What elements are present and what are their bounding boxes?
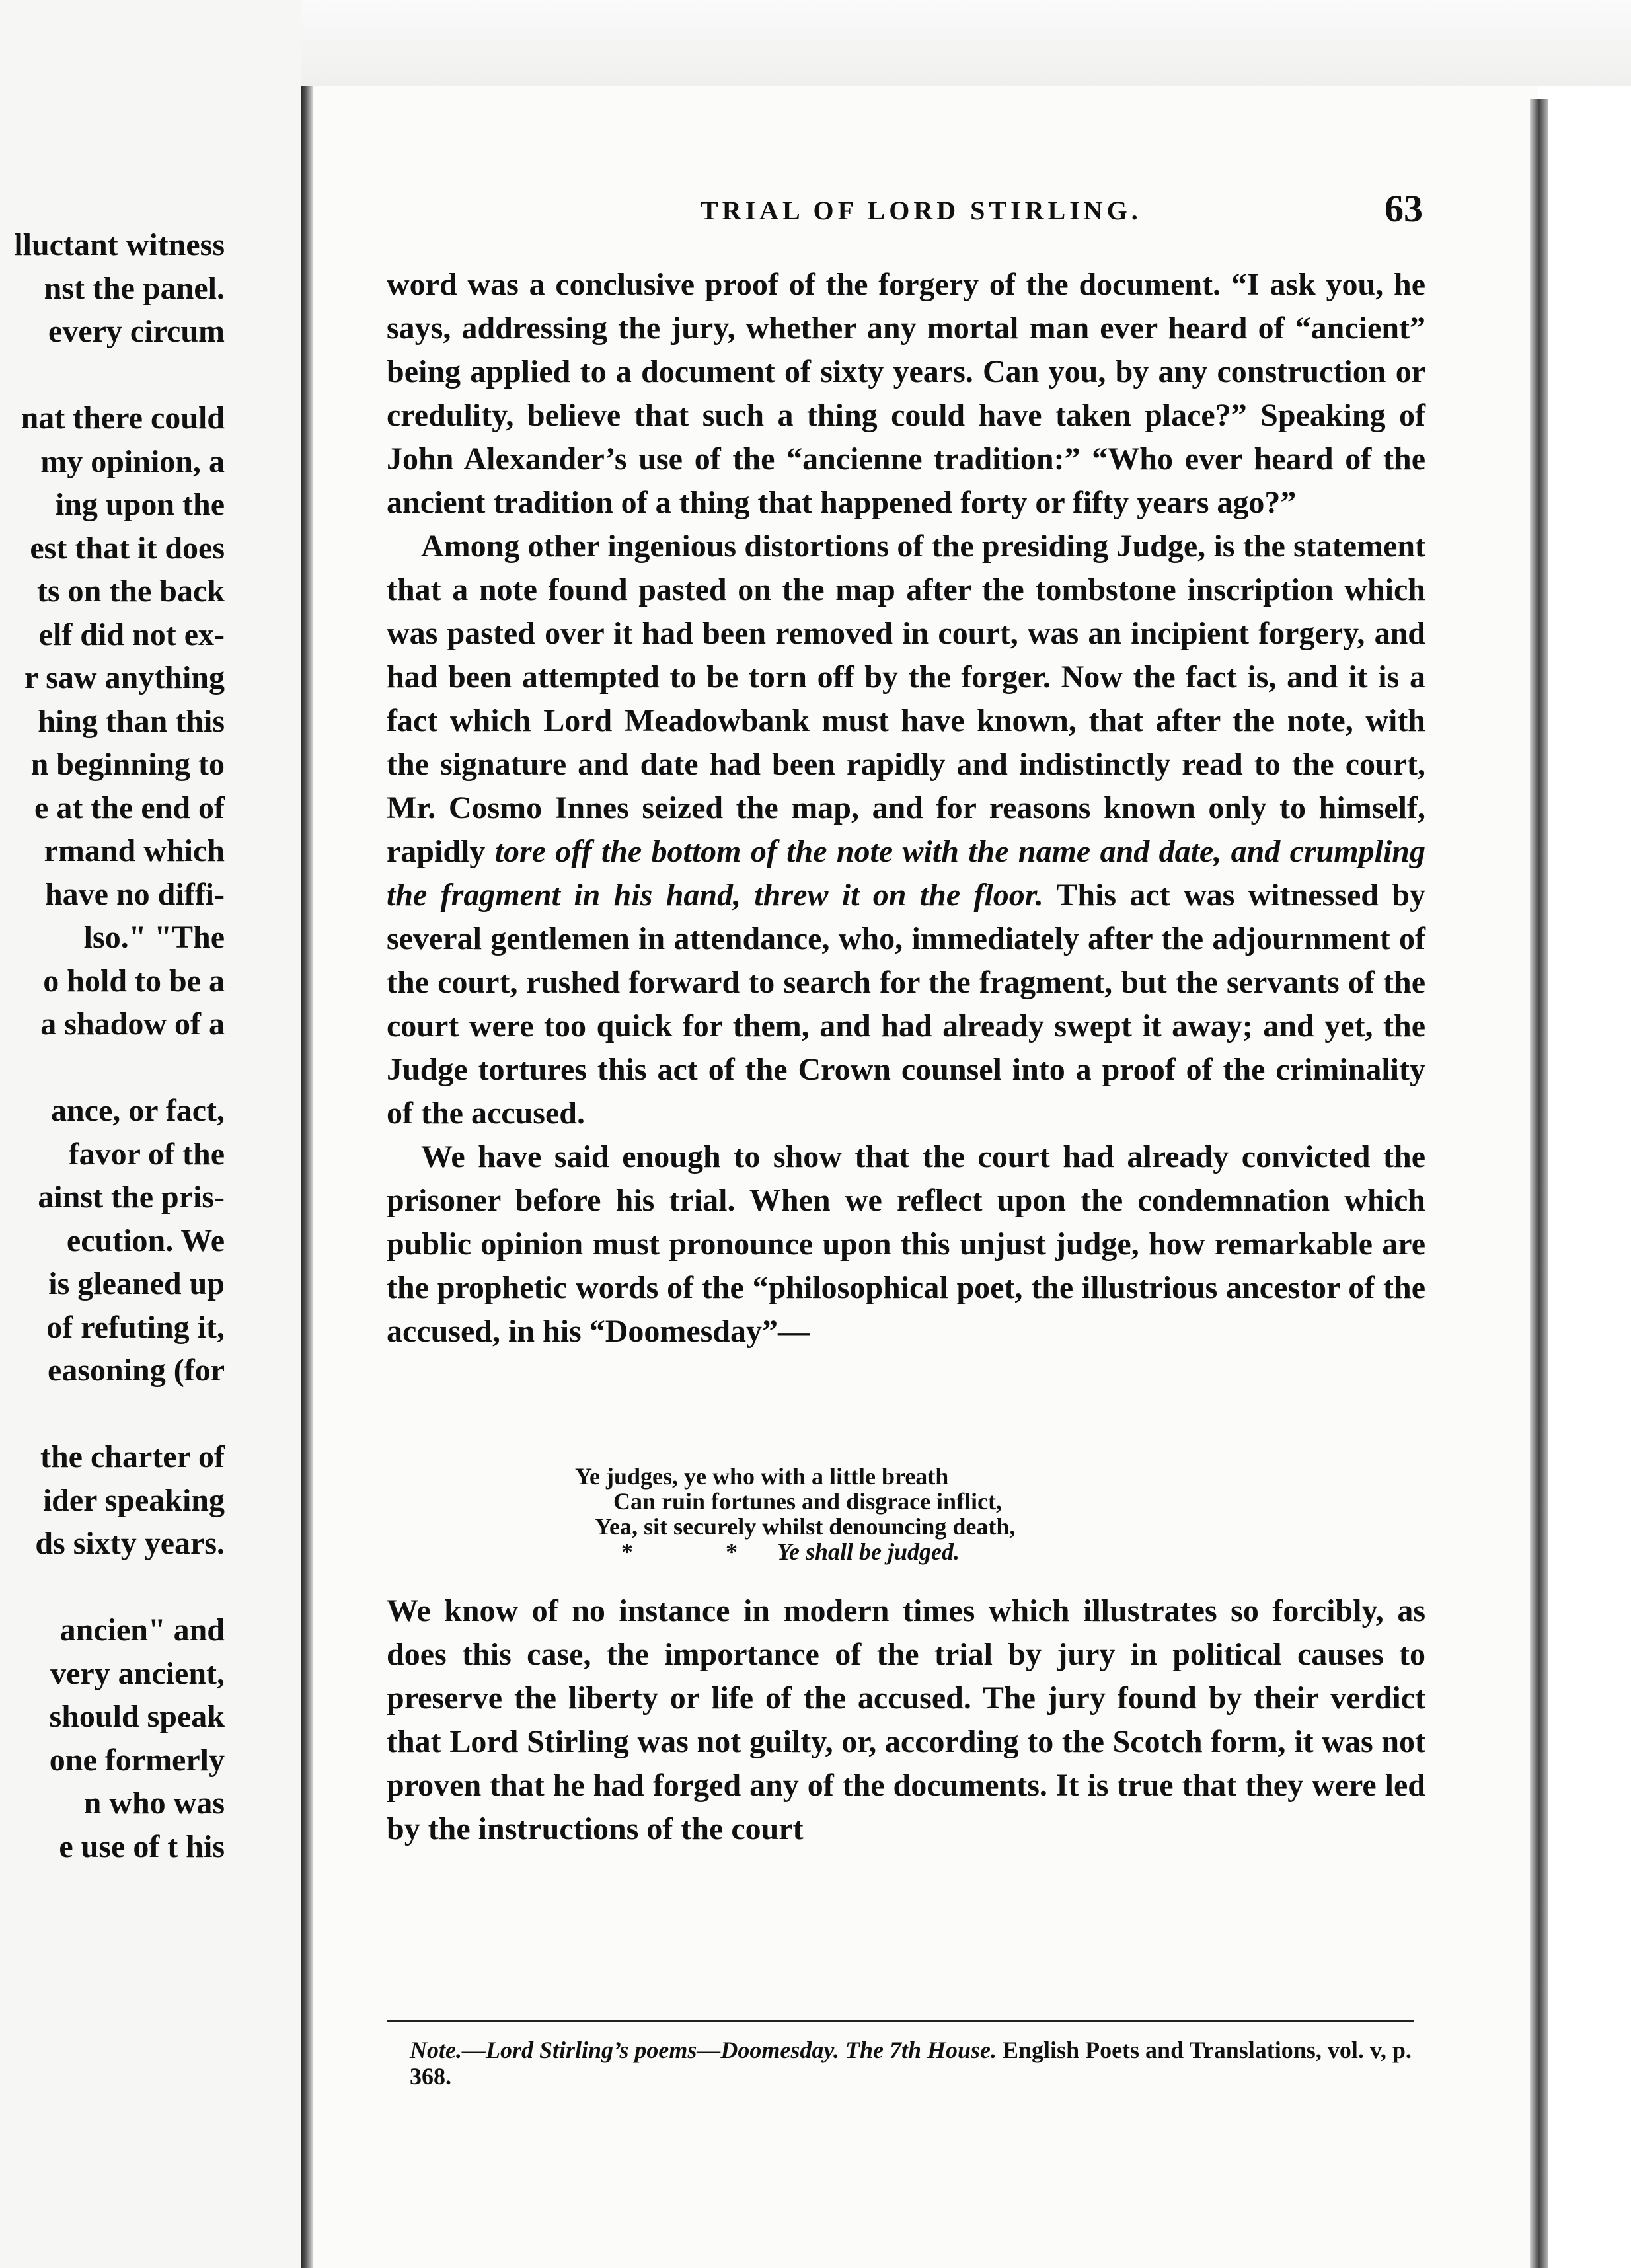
facing-page-line: have no diffi- [44,876,225,912]
facing-page-line: favor of the [68,1136,225,1172]
facing-page-line: my opinion, a [40,443,225,479]
facing-page-line: nst the panel. [44,270,225,306]
facing-page-line: o hold to be a [43,963,225,999]
footnote-rule [387,2020,1414,2022]
paragraph-3: We have said enough to show that the court had already convicted the prisoner before his trial. When we reflect upon the condemnation which public opinion must pronounce upon this unjust judge, how remarkable are the prophetic words of the “philosophical poet, the illustrious ancestor of the accused, in his “Doomesday”— [387,1139,1425,1349]
facing-page-line: r saw anything [24,660,225,695]
facing-page-line: every circum [48,314,225,349]
verse-line-1: Ye judges, ye who with a little breath [575,1463,949,1490]
facing-page-line: ainst the pris- [38,1180,225,1215]
facing-page-line: e use of t his [59,1829,225,1864]
facing-page-line: a shadow of a [40,1006,225,1041]
page-number: 63 [1384,187,1423,230]
footnote-plain: English Poets and Translations, vol. v, p. 368. [410,2037,1412,2090]
facing-page-line: est that it does [30,530,225,566]
facing-page-line: ancien" and [59,1612,225,1647]
verse-line-4 [575,1539,1104,1564]
facing-page-line: ance, or fact, [50,1093,225,1128]
facing-page-line: ing upon the [55,487,225,522]
page-edge-shadow [1530,99,1548,2268]
facing-page-line: easoning (for [48,1353,225,1388]
paragraph-2 [387,525,1425,1135]
paragraph-2-italic: tore off the bottom of the note with the name and date, and crumpling the fragment in his hand, threw it on the floor. [387,834,1426,913]
verse-line-3: Yea, sit securely whilst denouncing death, [595,1513,1016,1540]
footnote-italic: Note.—Lord Stirling’s poems—Doomesday. The 7th House. [410,2037,997,2063]
facing-page-line: lso." "The [83,920,225,955]
facing-page-line: hing than this [38,703,225,739]
binding-gutter [301,86,313,2268]
verse-star-1: * [621,1538,633,1565]
facing-page-line: ts on the back [36,574,225,609]
verse-quote [575,1464,1104,1564]
facing-page-line: e at the end of [34,790,225,825]
facing-page-line: is gleaned up [48,1266,225,1301]
facing-page-line: ider speaking [42,1482,225,1518]
facing-page-line: of refuting it, [46,1309,225,1345]
facing-page-line: should speak [49,1699,225,1734]
facing-page-line: the charter of [40,1439,225,1474]
facing-page-line: nat there could [20,400,225,435]
facing-page-line: ds sixty years. [35,1526,225,1561]
facing-page-line: ecution. We [66,1223,225,1258]
facing-page-fragment [0,0,301,2268]
facing-page-line: one formerly [49,1742,225,1778]
page-top-margin [301,0,1631,86]
verse-last-line: Ye shall be judged. [777,1538,960,1565]
facing-page-line: elf did not ex- [38,617,225,652]
body-text-lower: We know of no instance in modern times which illustrates so forcibly, as does this case, the importance of the trial by jury in political causes to preserve the liberty or life of the accused. The jury found by their verdict that Lord Stirling was not guilty, or, according to the Scotch form, it was not proven that he had forged any of the documents. It is true that they were led by the instructions of the court [387,1593,1425,1846]
running-title: TRIAL OF LORD STIRLING. [701,196,1142,225]
paragraph-2-start: Among other ingenious distortions of the presiding Judge, is the statement that a note found pasted on the map after the tombstone inscription which was pasted over it had been removed in court, was an incipient forgery, and had been attempted to be torn off by the forger. Now the fact is, and it is a fact which Lord Meadowbank must have known, that after the note, with the signature and date had been rapidly and indistinctly read to the court, Mr. Cosmo Innes seized the map, and for reasons known only to himself, rapidly [387,529,1425,869]
verse-line-2: Can ruin fortunes and disgrace inflict, [613,1488,1003,1515]
facing-page-line: n who was [83,1786,225,1821]
paragraph-2-end: This act was witnessed by several gentlemen in attendance, who, immediately after the adjournment of the court, rushed forward to search for the fragment, but the servants of the court were too quick for them, and had already swept it away; and yet, the Judge tortures this act of the Crown counsel into a proof of the criminality of the accused. [387,878,1425,1131]
paragraph-1: word was a conclusive proof of the forgery of the document. “I ask you, he says, addressing the jury, whether any mortal man ever heard of “ancient” being applied to a document of sixty years. Can you, by any construction or credulity, believe that such a thing could have taken place?” Speaking of John Alexander’s use of the “ancienne tradition:” “Who ever heard of the ancient tradition of a thing that happened forty or fifty years ago?” [387,267,1425,520]
facing-page-line: n beginning to [30,747,225,782]
facing-page-line: lluctant witness [14,227,225,262]
facing-page-line: rmand which [44,833,225,868]
footnote [410,2037,1414,2090]
facing-page-line: very ancient, [50,1655,225,1691]
scan-margin [1548,99,1631,2268]
verse-star-2: * [726,1538,738,1565]
body-text-upper [387,263,1425,1353]
